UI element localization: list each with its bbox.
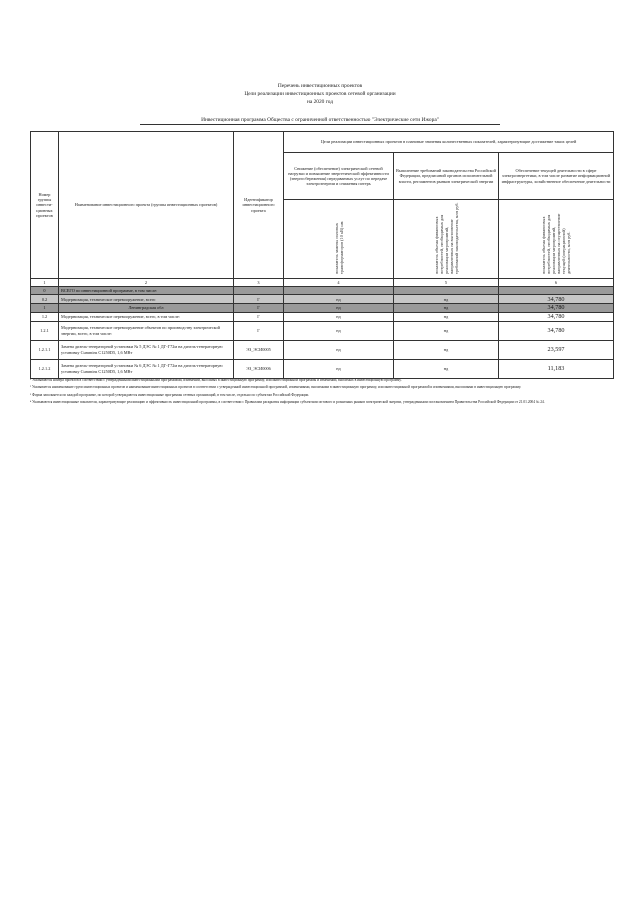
header-project-name: Наименование инвестиционного проекта (группы инвестиционных проектов): [59, 132, 234, 279]
row-value-2: нд: [394, 295, 499, 304]
header-indicator-1: показатель замены силовых трансформаторов (10 кВ) шт.: [333, 221, 344, 275]
column-number: 3: [234, 279, 284, 287]
doc-title-line3: на 2020 год: [306, 99, 334, 105]
row-value-3: 11,183: [499, 359, 614, 378]
program-title: Инвестиционная программа Общества с ограниченной ответственностью "Электрические сети Ижора": [140, 117, 500, 125]
table-row: [31, 321, 614, 340]
row-number: 0: [31, 287, 59, 295]
column-number: 6: [499, 279, 614, 287]
column-number: 4: [284, 279, 394, 287]
header-goal-2: Выполнение требований законодательства Российской Федерации, предписаний органов исполнительной власти, регламентов рынков электрической энергии: [394, 153, 499, 200]
row-name: Модернизация, техническое перевооружение, всего: [59, 295, 234, 304]
header-indicator-2: показатель объема финансовых потребностей, необходимых для реализации мероприятий, направленных на выполнение требований законодательства, млн руб.: [433, 202, 459, 275]
row-value-1: нд: [284, 321, 394, 340]
footnote: ³ Форма заполняется по каждой программе, по которой утверждаются инвестиционные программы сетевых организаций, в том числе, отдельно по субъектам Российской Федерации.: [30, 392, 310, 397]
row-id: Г: [234, 295, 284, 304]
row-number: 0.2: [31, 295, 59, 304]
row-id: Г: [234, 304, 284, 312]
row-value-1: нд: [284, 340, 394, 359]
header-goals: Цели реализации инвестиционных проектов в плановые значения количественных показателей, характеризующие достижение таких целей: [284, 132, 614, 153]
row-value-2: нд: [394, 359, 499, 378]
row-value-2: нд: [394, 304, 499, 312]
column-number: 5: [394, 279, 499, 287]
row-id: ЭЗ_ЭСИ0006: [234, 359, 284, 378]
header-indicator-3: показатель объема финансовых потребностей, необходимых для реализации мероприятий, направленных на осуществление текущей (операционной) деятельности, млн руб.: [541, 213, 571, 275]
row-value-2: нд: [394, 321, 499, 340]
row-number: 1.2.1.1: [31, 340, 59, 359]
table-row: [31, 287, 614, 295]
table-row: [31, 340, 614, 359]
row-id: Г: [234, 312, 284, 321]
row-name: Модернизация, техническое перевооружение, всего, в том числе:: [59, 312, 234, 321]
footnotes: [30, 377, 613, 406]
row-name: Ленинградская обл: [59, 304, 234, 312]
header-group-number: Номер группы инвести-ционных проектов: [31, 132, 59, 279]
row-name: Модернизация, техническое перевооружение объектов по производству электрической энергии, всего, в том числе:: [59, 321, 234, 340]
doc-title-line2: Цели реализации инвестиционных проектов сетевой организации: [244, 91, 396, 97]
header-goal-1: Снижение (обеспечение) электрической сетевой нагрузки и повышение энергетической эффективности (энергосбережения) передаваемых услуг по передаче электроэнергии и снижения потерь: [284, 153, 394, 200]
row-value-3: 34,780: [499, 312, 614, 321]
row-value-3: [499, 287, 614, 295]
table-row: [31, 304, 614, 312]
row-value-3: 34,780: [499, 321, 614, 340]
row-value-1: нд: [284, 304, 394, 312]
row-name: Замена дизель-генераторной установки № 6 ДЭС № 1 ДГ-Г72м на дизель-генераторную установку Cummins C1250D5, 1,6 МВт: [59, 359, 234, 378]
footnote: ² Указывается наименование групп инвестиционных проектов и наименование инвестиционных проектов в соответствии с утвержденной инвестиционной программой, изменениями, вносимыми в инвестиционную программу, или инвестиционной программой и изменениями, вносимыми в инвестиционную программу.: [30, 385, 522, 390]
row-value-3: 34,780: [499, 304, 614, 312]
row-number: 1.2.1: [31, 321, 59, 340]
investment-table: [30, 131, 614, 379]
row-value-3: 34,780: [499, 295, 614, 304]
row-value-3: 23,597: [499, 340, 614, 359]
row-value-2: нд: [394, 312, 499, 321]
row-id: [234, 287, 284, 295]
row-value-1: нд: [284, 359, 394, 378]
table-row: [31, 295, 614, 304]
row-value-2: [394, 287, 499, 295]
row-id: Г: [234, 321, 284, 340]
header-project-id: Идентификатор инвестиционного проекта: [234, 132, 284, 279]
row-name: Замена дизель-генераторной установки № 5 ДЭС № 1 ДГ-Г72м на дизель-генераторную установку Cummins C1250D5, 1,6 МВт: [59, 340, 234, 359]
row-value-1: нд: [284, 312, 394, 321]
row-value-1: [284, 287, 394, 295]
row-id: ЭЗ_ЭСИ0005: [234, 340, 284, 359]
column-number: 1: [31, 279, 59, 287]
row-number: 1.2: [31, 312, 59, 321]
row-number: 1.2.1.2: [31, 359, 59, 378]
table-row: [31, 359, 614, 378]
doc-title-line1: Перечень инвестиционных проектов: [277, 83, 363, 89]
header-goal-3: Обеспечение текущей деятельности в сфере электроэнергетики, в том числе развитие информационной инфраструктуры, хозяйственное обеспечение деятельности: [499, 153, 614, 200]
row-number: 1: [31, 304, 59, 312]
footnote: ⁴ Указываются инвестиционные показатели, характеризующие реализацию и эффективность инвестиционной программы, в соответствии с Правилами раскрытия информации субъектами оптового и розничных рынков электрической энергии, утвержденными постановлением Правительства Российской Федерации от 21.01.2004 № 24.: [30, 399, 545, 404]
table-row: [31, 312, 614, 321]
row-value-1: нд: [284, 295, 394, 304]
column-number: 2: [59, 279, 234, 287]
footnote: ¹ Указываются номера проектов в соответствии с утвержденными инвестиционными программами, изменений, вносимых в инвестиционную программу, или инвестиционной программы и изменений, вносимых в инвестиционную программу.: [30, 378, 402, 382]
row-value-2: нд: [394, 340, 499, 359]
row-name: ВСЕГО по инвестиционной программе, в том числе:: [59, 287, 234, 295]
